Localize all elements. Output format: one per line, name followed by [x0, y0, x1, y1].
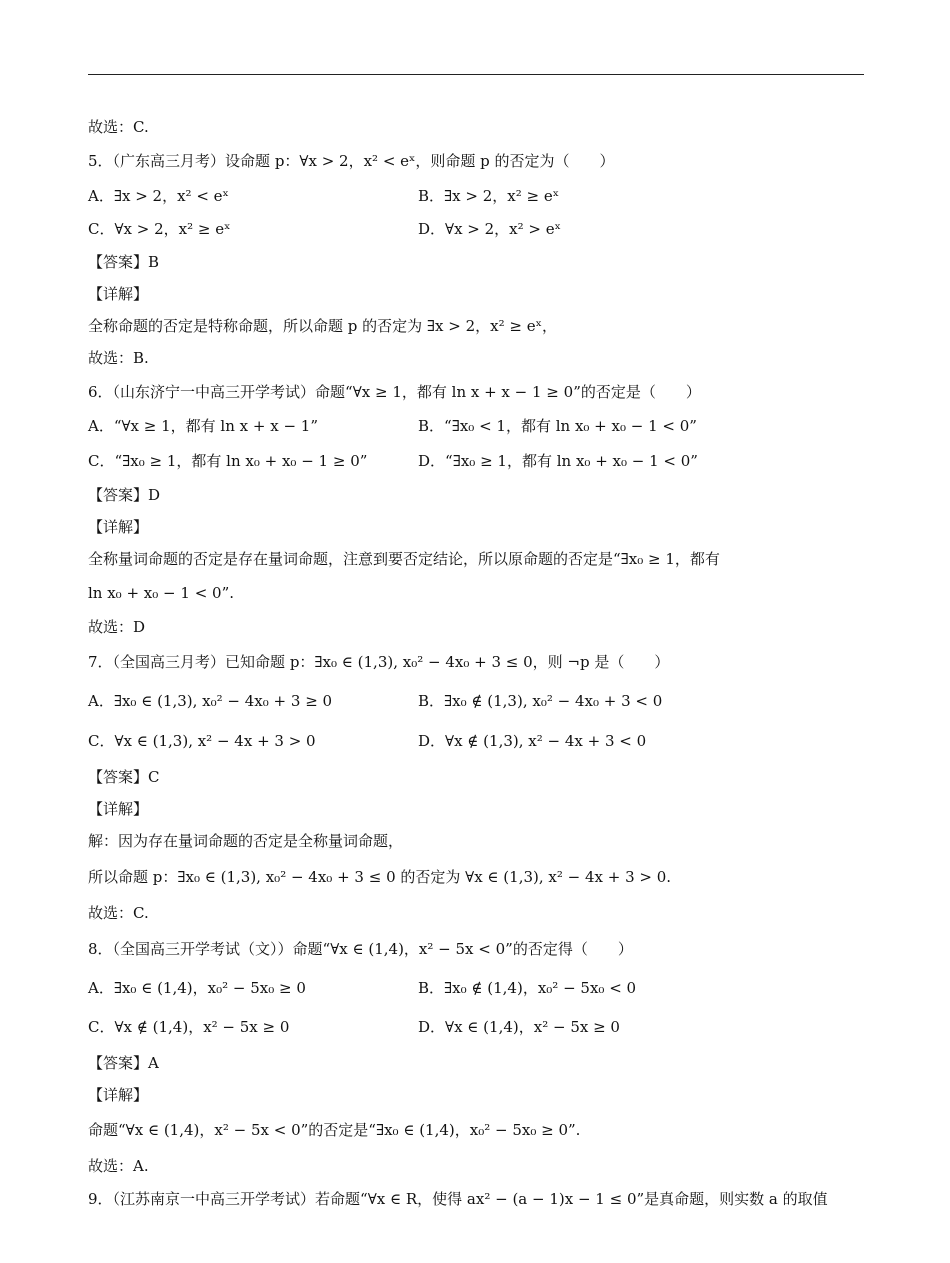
option-d: D．∀x ∈ (1,4)，x² − 5x ≥ 0	[418, 1018, 620, 1036]
option-a: A．∃x₀ ∈ (1,3), x₀² − 4x₀ + 3 ≥ 0	[88, 692, 333, 710]
explanation-text: 所以命题 p：∃x₀ ∈ (1,3), x₀² − 4x₀ + 3 ≤ 0 的否定为 ∀x ∈ (1,3), x² − 4x + 3 > 0.	[88, 868, 672, 886]
text-line: 故选：C.	[88, 118, 149, 136]
explanation-text: ln x₀ + x₀ − 1 < 0”.	[88, 584, 235, 602]
question-6: 6．（山东济宁一中高三开学考试）命题“∀x ≥ 1，都有 ln x + x − 1 ≥ 0”的否定是（ ）	[88, 383, 701, 401]
question-8: 8．（全国高三开学考试（文））命题“∀x ∈ (1,4)，x² − 5x < 0”的否定得（ ）	[88, 940, 633, 958]
option-a: A．∃x₀ ∈ (1,4)，x₀² − 5x₀ ≥ 0	[88, 979, 306, 997]
text-line: 故选：A.	[88, 1157, 149, 1175]
question-5: 5．（广东高三月考）设命题 p：∀x > 2，x² < eˣ，则命题 p 的否定为（ ）	[88, 152, 615, 170]
option-b: B．∃x₀ ∉ (1,4)，x₀² − 5x₀ < 0	[418, 979, 637, 997]
option-d: D．“∃x₀ ≥ 1，都有 ln x₀ + x₀ − 1 < 0”	[418, 452, 698, 470]
option-b: B．“∃x₀ < 1，都有 ln x₀ + x₀ − 1 < 0”	[418, 417, 697, 435]
text-line: 故选：C.	[88, 904, 149, 922]
option-c: C．∀x ∉ (1,4)，x² − 5x ≥ 0	[88, 1018, 290, 1036]
answer: 【答案】C	[88, 768, 160, 786]
explanation-text: 全称命题的否定是特称命题，所以命题 p 的否定为 ∃x > 2，x² ≥ eˣ，	[88, 317, 557, 335]
answer: 【答案】D	[88, 486, 161, 504]
option-a: A．“∀x ≥ 1，都有 ln x + x − 1”	[88, 417, 318, 435]
header-rule	[88, 74, 864, 75]
explanation-text: 解：因为存在量词命题的否定是全称量词命题，	[88, 832, 404, 850]
answer: 【答案】B	[88, 253, 160, 271]
option-b: B．∃x > 2，x² ≥ eˣ	[418, 187, 560, 205]
option-c: C．∀x ∈ (1,3), x² − 4x + 3 > 0	[88, 732, 316, 750]
explanation-heading: 【详解】	[88, 285, 149, 303]
text-line: 故选：B.	[88, 349, 149, 367]
question-9: 9．（江苏南京一中高三开学考试）若命题“∀x ∈ R，使得 ax² − (a − 1)x − 1 ≤ 0”是真命题，则实数 a 的取值	[88, 1190, 828, 1208]
option-a: A．∃x > 2，x² < eˣ	[88, 187, 229, 205]
option-b: B．∃x₀ ∉ (1,3), x₀² − 4x₀ + 3 < 0	[418, 692, 663, 710]
explanation-heading: 【详解】	[88, 518, 149, 536]
text-line: 故选：D	[88, 618, 146, 636]
explanation-text: 全称量词命题的否定是存在量词命题，注意到要否定结论，所以原命题的否定是“∃x₀ ≥ 1，都有	[88, 550, 720, 568]
explanation-text: 命题“∀x ∈ (1,4)，x² − 5x < 0”的否定是“∃x₀ ∈ (1,4)，x₀² − 5x₀ ≥ 0”.	[88, 1121, 581, 1139]
question-7: 7．（全国高三月考）已知命题 p：∃x₀ ∈ (1,3), x₀² − 4x₀ + 3 ≤ 0，则 ¬p 是（ ）	[88, 653, 670, 671]
option-d: D．∀x > 2，x² > eˣ	[418, 220, 561, 238]
answer: 【答案】A	[88, 1054, 159, 1072]
explanation-heading: 【详解】	[88, 1086, 149, 1104]
option-d: D．∀x ∉ (1,3), x² − 4x + 3 < 0	[418, 732, 647, 750]
explanation-heading: 【详解】	[88, 800, 149, 818]
option-c: C．∀x > 2，x² ≥ eˣ	[88, 220, 231, 238]
option-c: C．“∃x₀ ≥ 1，都有 ln x₀ + x₀ − 1 ≥ 0”	[88, 452, 368, 470]
